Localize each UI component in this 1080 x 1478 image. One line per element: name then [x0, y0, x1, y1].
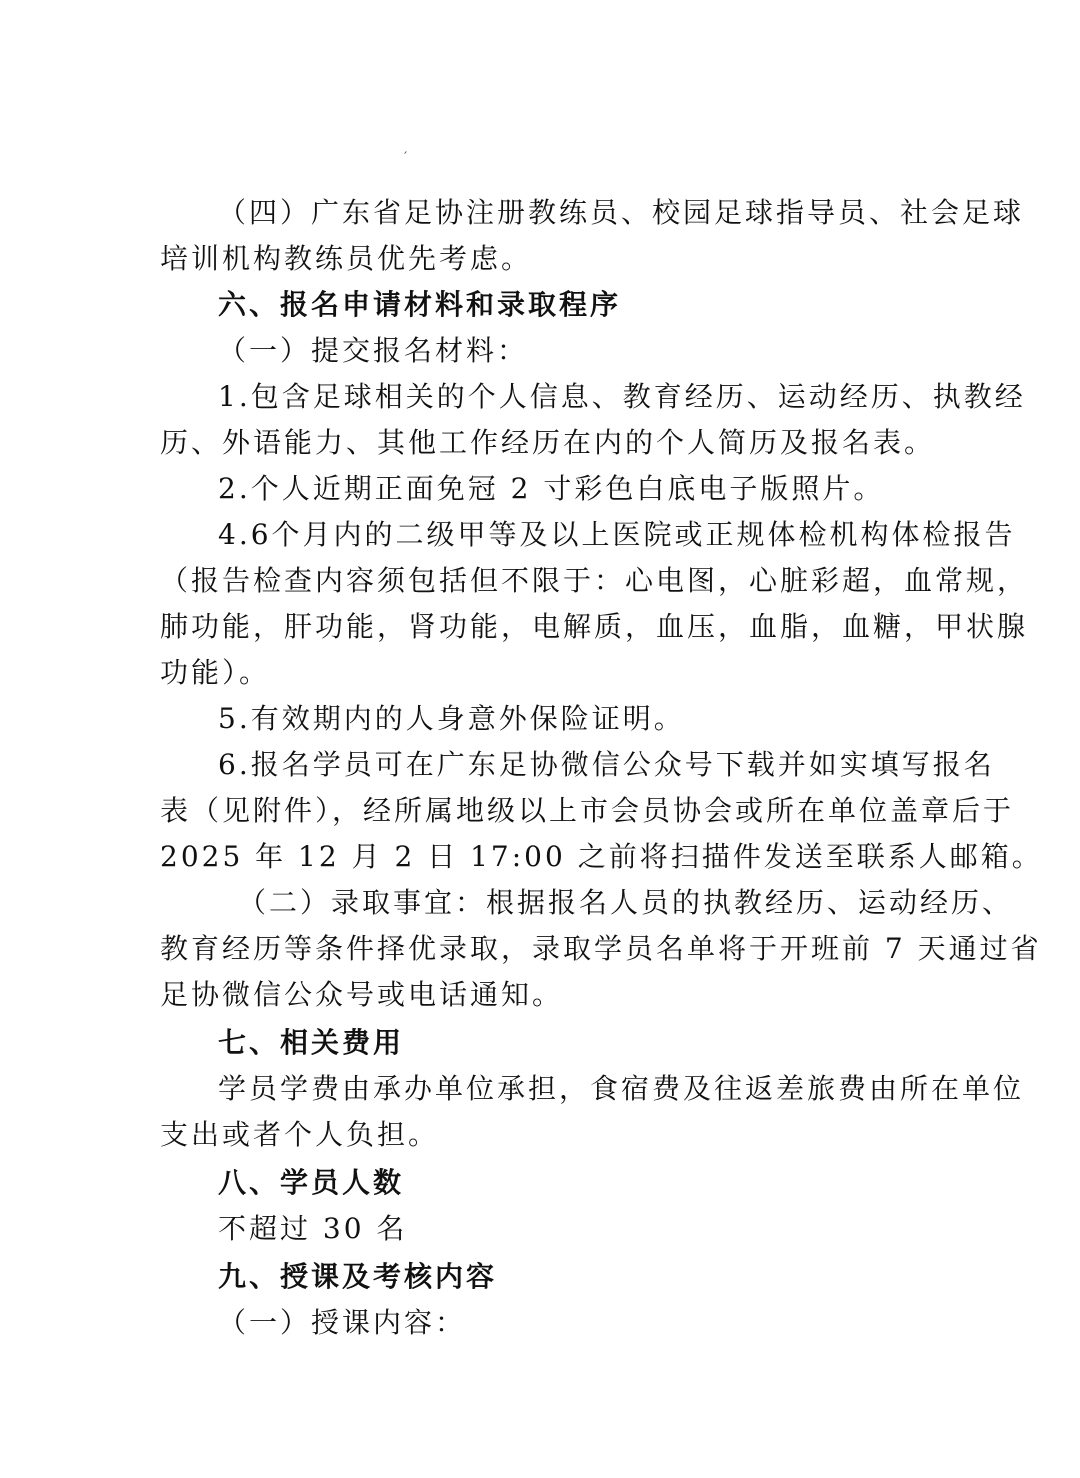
item-4-line-1: 4.6个月内的二级甲等及以上医院或正规体检机构体检报告 — [218, 518, 1016, 551]
item-6-line-2: 表（见附件），经所属地级以上市会员协会或所在单位盖章后于 — [160, 794, 1015, 827]
fees-line-2: 支出或者个人负担。 — [160, 1118, 440, 1151]
subheading-course-content: （一）授课内容： — [218, 1306, 467, 1339]
subheading-admission-line-3: 足协微信公众号或电话通知。 — [160, 978, 564, 1011]
item-5: 5.有效期内的人身意外保险证明。 — [218, 702, 685, 735]
paragraph-priority-line-2: 培训机构教练员优先考虑。 — [160, 242, 533, 275]
subheading-submit-materials: （一）提交报名材料： — [218, 334, 529, 367]
heading-section-7: 七、相关费用 — [218, 1026, 405, 1059]
item-4-line-4: 功能）。 — [160, 656, 271, 689]
item-2: 2.个人近期正面免冠 2 寸彩色白底电子版照片。 — [218, 472, 885, 505]
heading-section-8: 八、学员人数 — [218, 1166, 405, 1199]
item-4-line-3: 肺功能，肝功能，肾功能，电解质，血压，血脂，血糖，甲状腺 — [160, 610, 1029, 643]
student-count: 不超过 30 名 — [218, 1212, 408, 1245]
stray-mark: ′ — [404, 150, 408, 166]
fees-line-1: 学员学费由承办单位承担，食宿费及往返差旅费由所在单位 — [218, 1072, 1025, 1105]
subheading-admission-line-1: （二）录取事宜：根据报名人员的执教经历、运动经历、 — [238, 886, 1014, 919]
item-1-line-2: 历、外语能力、其他工作经历在内的个人简历及报名表。 — [160, 426, 936, 459]
item-4-line-2: （报告检查内容须包括但不限于：心电图，心脏彩超，血常规， — [160, 564, 1029, 597]
paragraph-priority-line-1: （四）广东省足协注册教练员、校园足球指导员、社会足球 — [218, 196, 1025, 229]
subheading-admission-line-2: 教育经历等条件择优录取，录取学员名单将于开班前 7 天通过省 — [160, 932, 1042, 965]
item-6-line-3: 2025 年 12 月 2 日 17:00 之前将扫描件发送至联系人邮箱。 — [160, 840, 1043, 873]
item-1-line-1: 1.包含足球相关的个人信息、教育经历、运动经历、执教经 — [218, 380, 1026, 413]
heading-section-6: 六、报名申请材料和录取程序 — [218, 288, 622, 321]
item-6-line-1: 6.报名学员可在广东足协微信公众号下载并如实填写报名 — [218, 748, 995, 781]
heading-section-9: 九、授课及考核内容 — [218, 1260, 498, 1293]
